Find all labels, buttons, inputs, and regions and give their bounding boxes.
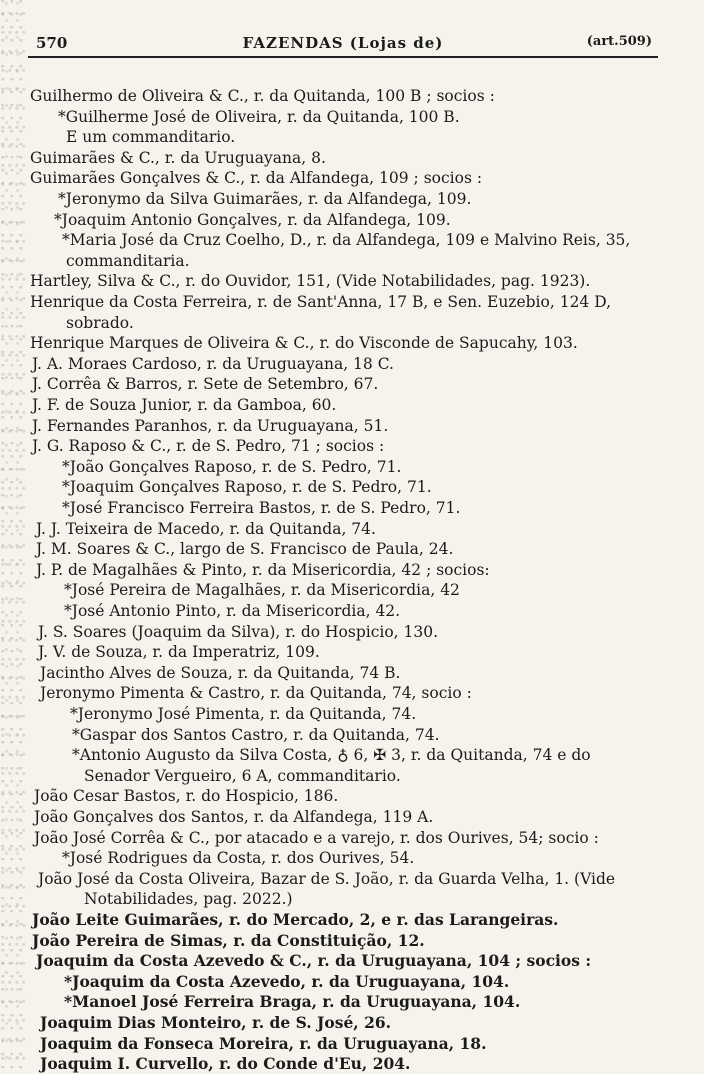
directory-entry: *Joaquim Antonio Gonçalves, r. da Alfandega, 109. xyxy=(54,211,451,229)
directory-entry: Guilhermo de Oliveira & C., r. da Quitanda, 100 B ; socios : xyxy=(30,87,495,105)
directory-entry: *Manoel José Ferreira Braga, r. da Uruguayana, 104. xyxy=(64,992,521,1011)
directory-entry: *Jeronymo da Silva Guimarães, r. da Alfandega, 109. xyxy=(58,190,472,208)
directory-entry: J. Fernandes Paranhos, r. da Uruguayana, 51. xyxy=(32,417,389,435)
directory-entry: *Gaspar dos Santos Castro, r. da Quitanda, 74. xyxy=(72,726,440,744)
directory-entry: *José Antonio Pinto, r. da Misericordia, 42. xyxy=(64,602,401,620)
directory-entry: *João Gonçalves Raposo, r. de S. Pedro, 71. xyxy=(62,458,402,476)
directory-entry: J. S. Soares (Joaquim da Silva), r. do Hospicio, 130. xyxy=(38,623,439,641)
directory-entry: João Pereira de Simas, r. da Constituição, 12. xyxy=(32,931,425,950)
directory-entry: J. J. Teixeira de Macedo, r. da Quitanda, 74. xyxy=(36,520,376,538)
directory-entry: Henrique Marques de Oliveira & C., r. do Visconde de Sapucahy, 103. xyxy=(30,334,578,352)
directory-entry: J. A. Moraes Cardoso, r. da Uruguayana, 18 C. xyxy=(32,355,394,373)
page-number: 570 xyxy=(36,34,68,52)
directory-entry: Joaquim Dias Monteiro, r. de S. José, 26. xyxy=(40,1013,392,1032)
directory-entry: João Cesar Bastos, r. do Hospicio, 186. xyxy=(34,787,339,805)
section-title: FAZENDAS (Lojas de) xyxy=(242,34,444,52)
directory-entry: *Antonio Augusto da Silva Costa, ♁ 6, ✠ 3, r. da Quitanda, 74 e do xyxy=(72,746,591,764)
directory-entry: J. Corrêa & Barros, r. Sete de Setembro, 67. xyxy=(32,375,379,393)
directory-entry: Guimarães Gonçalves & C., r. da Alfandega, 109 ; socios : xyxy=(30,169,483,187)
directory-entry: *José Francisco Ferreira Bastos, r. de S. Pedro, 71. xyxy=(62,499,461,517)
directory-entry: *José Rodrigues da Costa, r. dos Ourives, 54. xyxy=(62,849,415,867)
directory-entry: *Jeronymo José Pimenta, r. da Quitanda, 74. xyxy=(70,705,417,723)
directory-entry: J. F. de Souza Junior, r. da Gamboa, 60. xyxy=(32,396,337,414)
directory-entry: J. V. de Souza, r. da Imperatriz, 109. xyxy=(38,643,320,661)
directory-entry: Senador Vergueiro, 6 A, commanditario. xyxy=(84,767,401,785)
directory-entry: Jacintho Alves de Souza, r. da Quitanda, 74 B. xyxy=(40,664,401,682)
directory-entry: sobrado. xyxy=(66,314,134,332)
directory-entry: João José da Costa Oliveira, Bazar de S. João, r. da Guarda Velha, 1. (Vide xyxy=(38,870,616,888)
directory-entry: J. G. Raposo & C., r. de S. Pedro, 71 ; socios : xyxy=(32,437,385,455)
article-reference: (art.509) xyxy=(586,34,652,49)
directory-entry: João Leite Guimarães, r. do Mercado, 2, e r. das Larangeiras. xyxy=(32,910,559,929)
directory-entry: J. M. Soares & C., largo de S. Francisco de Paula, 24. xyxy=(36,540,454,558)
directory-entry: *José Pereira de Magalhães, r. da Misericordia, 42 xyxy=(64,581,460,599)
directory-entry: Joaquim I. Curvello, r. do Conde d'Eu, 204. xyxy=(40,1054,411,1073)
directory-entry: *Guilherme José de Oliveira, r. da Quitanda, 100 B. xyxy=(58,108,460,126)
directory-entry: *Maria José da Cruz Coelho, D., r. da Alfandega, 109 e Malvino Reis, 35, xyxy=(62,231,631,249)
directory-entry: J. P. de Magalhães & Pinto, r. da Misericordia, 42 ; socios: xyxy=(36,561,490,579)
directory-entry: Guimarães & C., r. da Uruguayana, 8. xyxy=(30,149,326,167)
directory-entry: E um commanditario. xyxy=(66,128,236,146)
directory-entry: Notabilidades, pag. 2022.) xyxy=(84,890,293,908)
directory-entry: Hartley, Silva & C., r. do Ouvidor, 151, (Vide Notabilidades, pag. 1923). xyxy=(30,272,591,290)
directory-entry: *Joaquim da Costa Azevedo, r. da Uruguayana, 104. xyxy=(64,972,510,991)
directory-entry: João Gonçalves dos Santos, r. da Alfandega, 119 A. xyxy=(34,808,434,826)
directory-entry: Joaquim da Fonseca Moreira, r. da Uruguayana, 18. xyxy=(40,1034,487,1053)
directory-entry: João José Corrêa & C., por atacado e a varejo, r. dos Ourives, 54; socio : xyxy=(34,829,599,847)
directory-entry: Jeronymo Pimenta & Castro, r. da Quitanda, 74, socio : xyxy=(40,684,472,702)
directory-entry: commanditaria. xyxy=(66,252,190,270)
directory-entry: Joaquim da Costa Azevedo & C., r. da Uruguayana, 104 ; socios : xyxy=(36,951,592,970)
directory-entry: *Joaquim Gonçalves Raposo, r. de S. Pedro, 71. xyxy=(62,478,432,496)
directory-entry: Henrique da Costa Ferreira, r. de Sant'Anna, 17 B, e Sen. Euzebio, 124 D, xyxy=(30,293,612,311)
